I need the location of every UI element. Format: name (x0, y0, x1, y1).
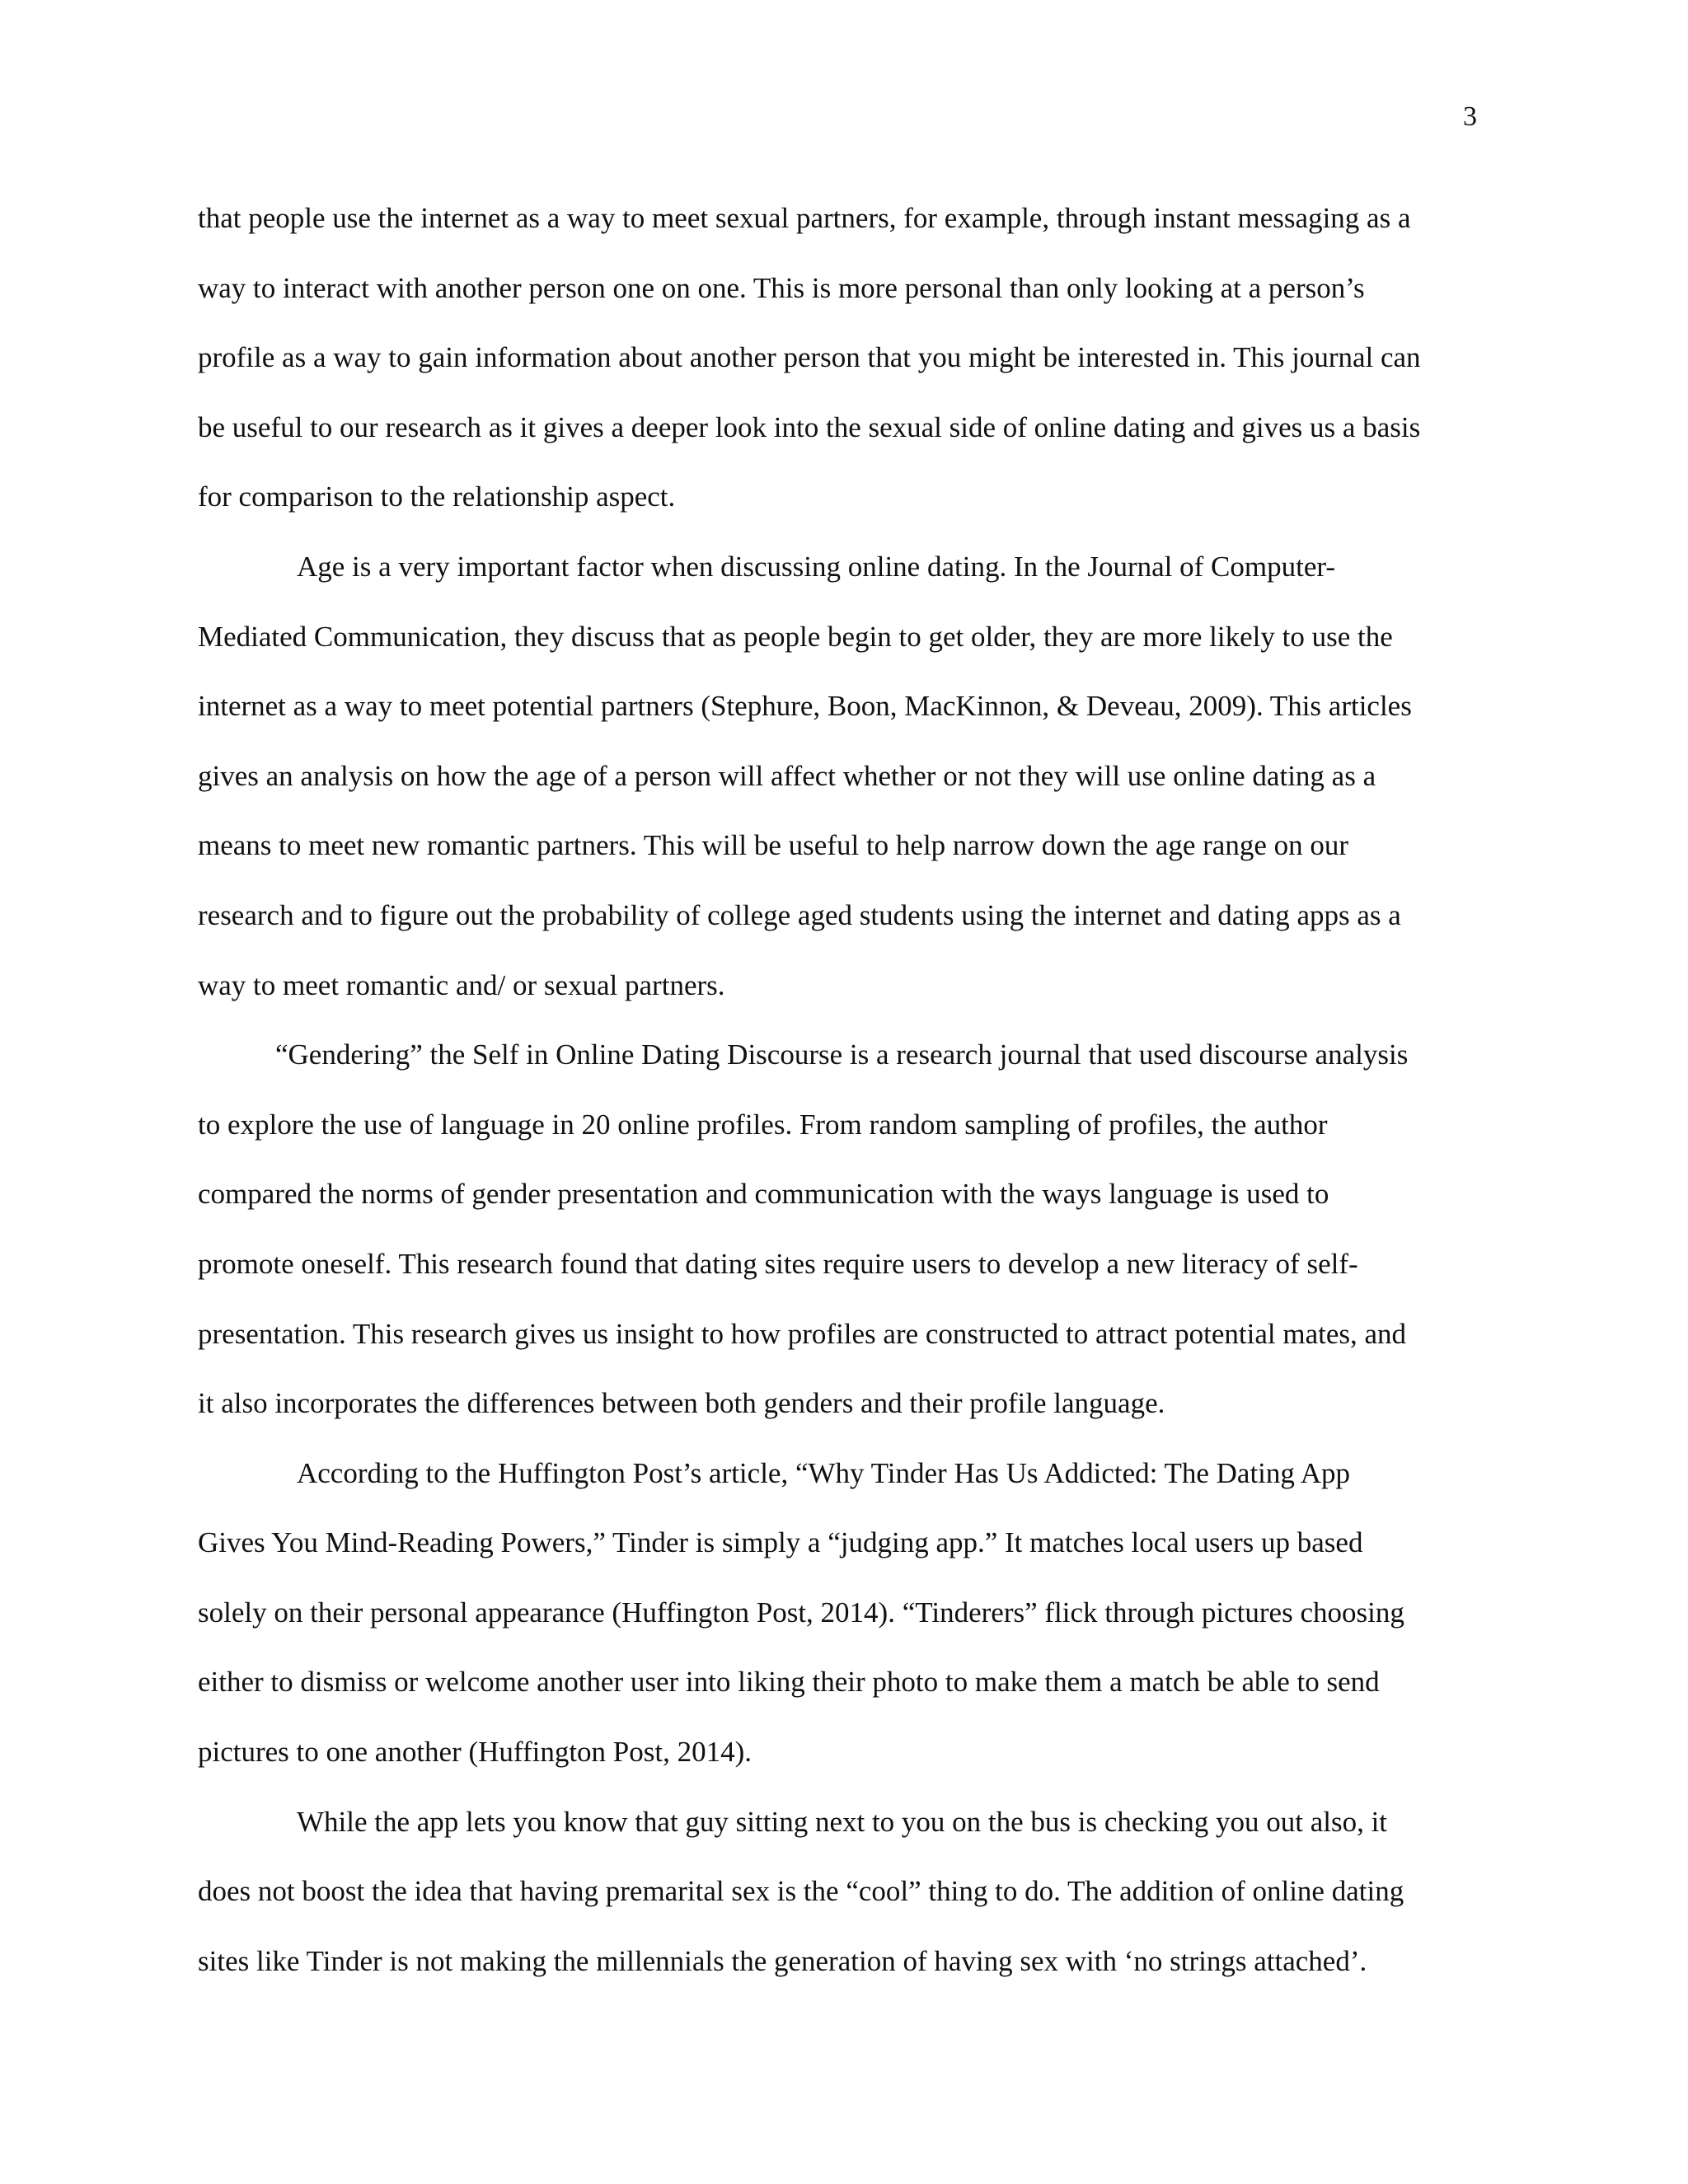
text-line: to explore the use of language in 20 online profiles. From random sampling of profiles, the author (198, 1108, 1328, 1141)
text-line: solely on their personal appearance (Huffington Post, 2014). “Tinderers” flick through pictures choosing (198, 1596, 1404, 1629)
text-line: it also incorporates the differences between both genders and their profile language. (198, 1387, 1165, 1420)
text-line: According to the Huffington Post’s article, “Why Tinder Has Us Addicted: The Dating App (297, 1456, 1350, 1489)
text-line: gives an analysis on how the age of a person will affect whether or not they will use online dating as a (198, 759, 1376, 792)
text-line: be useful to our research as it gives a deeper look into the sexual side of online dating and gives us a basis (198, 410, 1421, 443)
text-line: for comparison to the relationship aspect. (198, 480, 676, 513)
text-line: pictures to one another (Huffington Post, 2014). (198, 1736, 753, 1769)
text-line: sites like Tinder is not making the millennials the generation of having sex with ‘no strings attached’. (198, 1944, 1367, 1977)
text-line: Gives You Mind-Reading Powers,” Tinder is simply a “judging app.” It matches local users up based (198, 1526, 1363, 1559)
text-line: way to meet romantic and/ or sexual partners. (198, 968, 725, 1001)
text-line: Age is a very important factor when discussing online dating. In the Journal of Computer- (297, 550, 1335, 583)
text-line: does not boost the idea that having premarital sex is the “cool” thing to do. The addition of online dating (198, 1875, 1404, 1908)
text-line: means to meet new romantic partners. This will be useful to help narrow down the age range on our (198, 829, 1349, 862)
body-text (198, 193, 1490, 2005)
text-line: research and to figure out the probability of college aged students using the internet and dating apps as a (198, 898, 1401, 931)
page-number: 3 (1463, 101, 1477, 132)
text-line: compared the norms of gender presentation and communication with the ways language is used to (198, 1178, 1329, 1211)
text-line: Mediated Communication, they discuss that as people begin to get older, they are more likely to use the (198, 620, 1393, 653)
text-line: internet as a way to meet potential partners (Stephure, Boon, MacKinnon, & Deveau, 2009). This articles (198, 690, 1412, 723)
text-line: promote oneself. This research found that dating sites require users to develop a new literacy of self- (198, 1247, 1358, 1280)
text-line: profile as a way to gain information about another person that you might be interested in. This journal can (198, 341, 1421, 374)
text-line: either to dismiss or welcome another user into liking their photo to make them a match be able to send (198, 1666, 1380, 1699)
text-line: presentation. This research gives us insight to how profiles are constructed to attract potential mates, and (198, 1317, 1407, 1350)
text-line: While the app lets you know that guy sitting next to you on the bus is checking you out also, it (297, 1805, 1388, 1838)
text-line: “Gendering” the Self in Online Dating Discourse is a research journal that used discourse analysis (275, 1038, 1409, 1071)
text-line: way to interact with another person one on one. This is more personal than only looking at a person’s (198, 271, 1365, 304)
text-line: that people use the internet as a way to meet sexual partners, for example, through instant messaging as a (198, 202, 1411, 234)
